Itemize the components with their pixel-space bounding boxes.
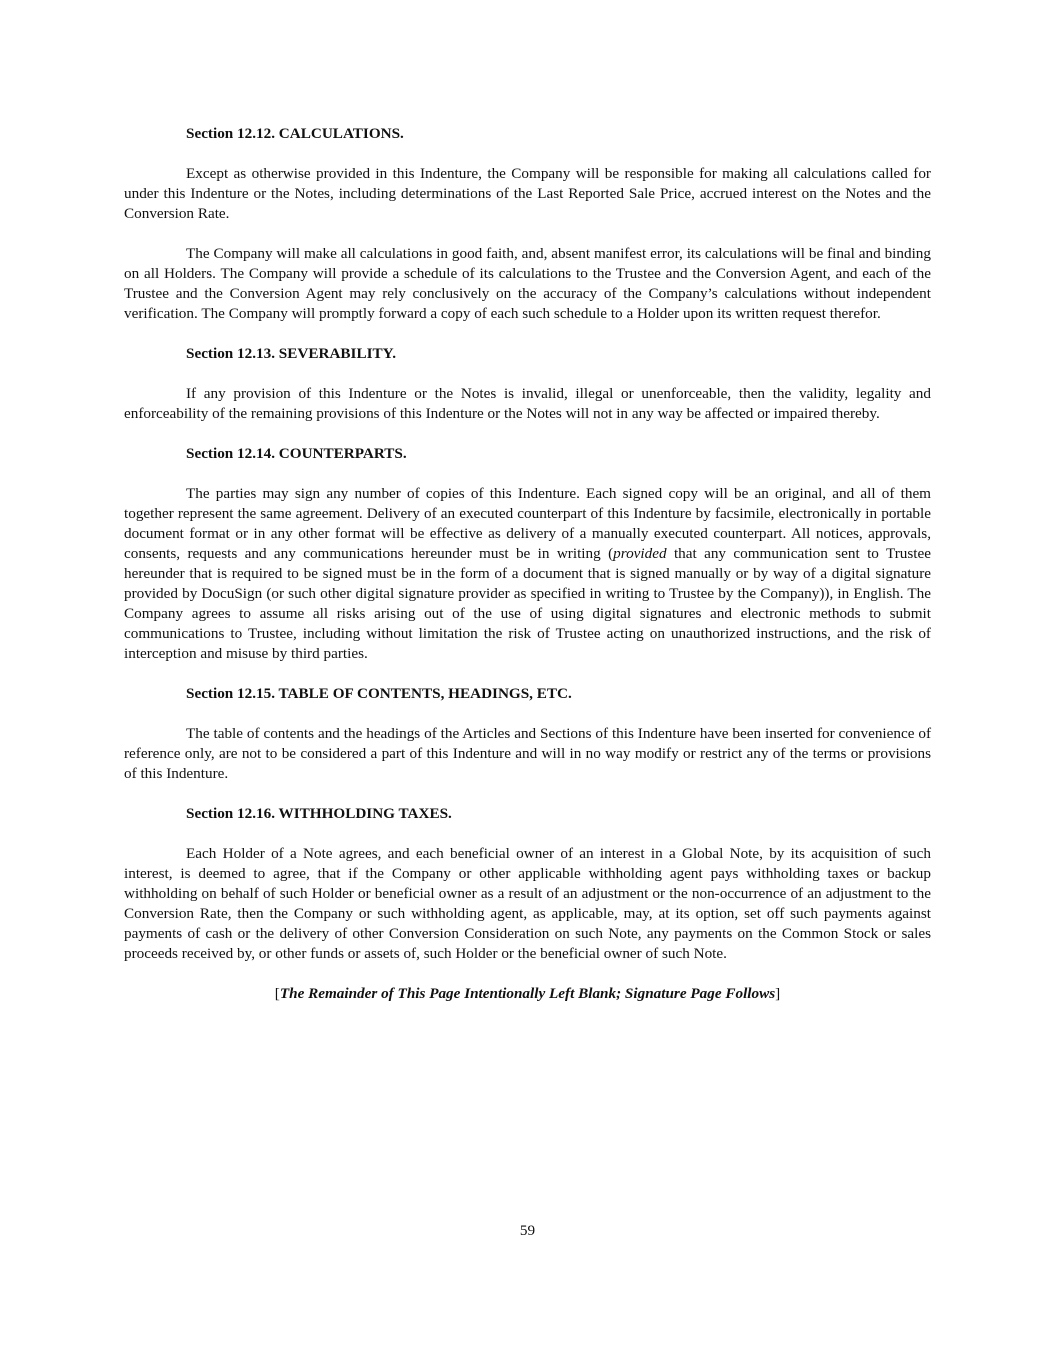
section-heading-withholding-taxes: Section 12.16. WITHHOLDING TAXES. [186, 805, 452, 822]
paragraph-counterparts [124, 484, 931, 664]
paragraph: Each Holder of a Note agrees, and each beneficial owner of an interest in a Global Note, by its acquisition of such interest, is deemed to agree, that if the Company or other applicable withholding agent pays withholding taxes or backup withholding on behalf of such Holder or beneficial owner as a result of an adjustment or the non-occurrence of an adjustment to the Conversion Rate, then the Company or such withholding agent, as applicable, may, at its option, set off such payments against payments of cash or the delivery of other Conversion Consideration on such Note, any payments on the Common Stock or sales proceeds received by, or other funds or assets of, such Holder or the beneficial owner of such Note. [124, 845, 931, 962]
section-heading-counterparts: Section 12.14. COUNTERPARTS. [186, 445, 407, 462]
paragraph-text: that any communication sent to Trustee hereunder that is required to be signed must be in the form of a document that is signed manually or by way of a digital signature provided by DocuSign (or such other digital signature provider as specified in writing to Trustee by the Company)), in English. The Company agrees to assume all risks arising out of the use of using digital signatures and electronic methods to submit communications to Trustee, including without limitation the risk of Trustee acting on unauthorized instructions, and the risk of interception and misuse by third parties. [124, 545, 931, 662]
page-body [124, 124, 931, 1004]
italic-term: provided [613, 545, 667, 562]
section-heading-table-of-contents: Section 12.15. TABLE OF CONTENTS, HEADINGS, ETC. [186, 685, 572, 702]
paragraph-text: The parties may sign any number of copies of this Indenture. Each signed copy will be an original, and all of them together represent the same agreement. Delivery of an executed counterpart of this Indenture by facsimile, electronically in portable document format or in any other format will be effective as delivery of a manually executed counterpart. All notices, approvals, consents, requests and any communications hereunder must be in writing ( [124, 485, 931, 562]
closing-close-bracket: ] [775, 985, 781, 1002]
paragraph: The Company will make all calculations in good faith, and, absent manifest error, its calculations will be final and binding on all Holders. The Company will provide a schedule of its calculations to the Trustee and the Conversion Agent, and each of the Trustee and the Conversion Agent may rely conclusively on the accuracy of the Company’s calculations without independent verification. The Company will promptly forward a copy of each such schedule to a Holder upon its written request therefor. [124, 245, 931, 322]
section-heading-calculations: Section 12.12. CALCULATIONS. [186, 125, 404, 142]
paragraph: If any provision of this Indenture or the Notes is invalid, illegal or unenforceable, then the validity, legality and enforceability of the remaining provisions of this Indenture or the Notes will not in any way be affected or impaired thereby. [124, 385, 931, 422]
closing-note [124, 984, 931, 1004]
paragraph: The table of contents and the headings of the Articles and Sections of this Indenture have been inserted for convenience of reference only, are not to be considered a part of this Indenture and will in no way modify or restrict any of the terms or provisions of this Indenture. [124, 725, 931, 782]
closing-note-text: The Remainder of This Page Intentionally Left Blank; Signature Page Follows [279, 985, 776, 1002]
page-number: 59 [519, 1222, 536, 1239]
paragraph: Except as otherwise provided in this Indenture, the Company will be responsible for making all calculations called for under this Indenture or the Notes, including determinations of the Last Reported Sale Price, accrued interest on the Notes and the Conversion Rate. [124, 165, 931, 222]
section-heading-severability: Section 12.13. SEVERABILITY. [186, 345, 396, 362]
closing-open-bracket: [ [274, 985, 280, 1002]
